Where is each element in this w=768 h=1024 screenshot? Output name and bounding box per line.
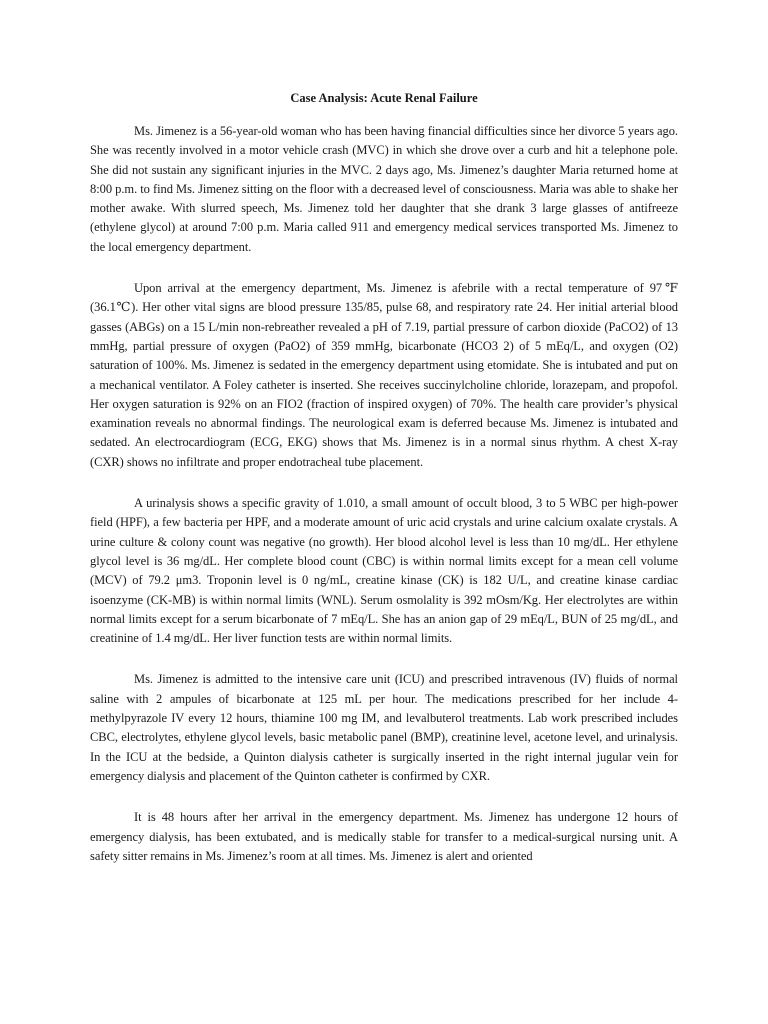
- paragraph-icu-admission: Ms. Jimenez is admitted to the intensive care unit (ICU) and prescribed intravenous (IV) fluids of normal saline with 2 ampules of bicarbonate at 125 mL per hour. The medications prescribed for her include 4-methylpyrazole IV every 12 hours, thiamine 100 mg IM, and levalbuterol treatments. Lab work prescribed includes CBC, electrolytes, ethylene glycol levels, basic metabolic panel (BMP), creatinine level, acetone level, and urinalysis. In the ICU at the bedside, a Quinton dialysis catheter is surgically inserted in the right internal jugular vein for emergency dialysis and placement of the Quinton catheter is confirmed by CXR.: [90, 672, 678, 783]
- paragraph-background: Ms. Jimenez is a 56-year-old woman who has been having financial difficulties since her divorce 5 years ago. She was recently involved in a motor vehicle crash (MVC) in which she drove over a curb and hit a telephone pole. She did not sustain any significant injuries in the MVC. 2 days ago, Ms. Jimenez’s daughter Maria returned home at 8:00 p.m. to find Ms. Jimenez sitting on the floor with a decreased level of consciousness. Maria was able to shake her mother awake. With slurred speech, Ms. Jimenez told her daughter that she drank 3 large glasses of antifreeze (ethylene glycol) at around 7:00 p.m. Maria called 911 and emergency medical services transported Ms. Jimenez to the local emergency department.: [90, 124, 678, 254]
- document-title: Case Analysis: Acute Renal Failure: [290, 91, 478, 105]
- paragraph-lab-results: A urinalysis shows a specific gravity of 1.010, a small amount of occult blood, 3 to 5 WBC per high-power field (HPF), a few bacteria per HPF, and a moderate amount of uric acid crystals and urine calcium oxalate crystals. A urine culture & colony count was negative (no growth). Her blood alcohol level is less than 10 mg/dL. Her ethylene glycol level is 36 mg/dL. Her complete blood count (CBC) is within normal limits except for a mean cell volume (MCV) of 79.2 μm3. Troponin level is 0 ng/mL, creatine kinase (CK) is 182 U/L, and creatine kinase cardiac isoenzyme (CK-MB) is within normal limits (WNL). Serum osmolality is 392 mOsm/Kg. Her electrolytes are within normal limits except for a serum bicarbonate of 7 mEq/L. She has an anion gap of 29 mEq/L, BUN of 25 mg/dL, and creatinine of 1.4 mg/dL. Her liver function tests are within normal limits.: [90, 496, 678, 646]
- document-body: [90, 90, 678, 888]
- paragraph-48-hours: It is 48 hours after her arrival in the emergency department. Ms. Jimenez has undergone 12 hours of emergency dialysis, has been extubated, and is medically stable for transfer to a medical-surgical nursing unit. A safety sitter remains in Ms. Jimenez’s room at all times. Ms. Jimenez is alert and oriented: [90, 810, 678, 863]
- paragraph-emergency-department: Upon arrival at the emergency department, Ms. Jimenez is afebrile with a rectal temperature of 97℉ (36.1℃). Her other vital signs are blood pressure 135/85, pulse 68, and respiratory rate 24. Her initial arterial blood gasses (ABGs) on a 15 L/min non-rebreather revealed a pH of 7.19, partial pressure of carbon dioxide (PaCO2) of 13 mmHg, partial pressure of oxygen (PaO2) of 359 mmHg, bicarbonate (HCO3 2) of 5 mEq/L, and oxygen (O2) saturation of 100%. Ms. Jimenez is sedated in the emergency department using etomidate. She is intubated and put on a mechanical ventilator. A Foley catheter is inserted. She receives succinylcholine chloride, lorazepam, and propofol. Her oxygen saturation is 92% on an FIO2 (fraction of inspired oxygen) of 70%. The health care provider’s physical examination reveals no abnormal findings. The neurological exam is deferred because Ms. Jimenez is intubated and sedated. An electrocardiogram (ECG, EKG) shows that Ms. Jimenez is in a normal sinus rhythm. A chest X-ray (CXR) shows no infiltrate and proper endotracheal tube placement.: [90, 281, 678, 469]
